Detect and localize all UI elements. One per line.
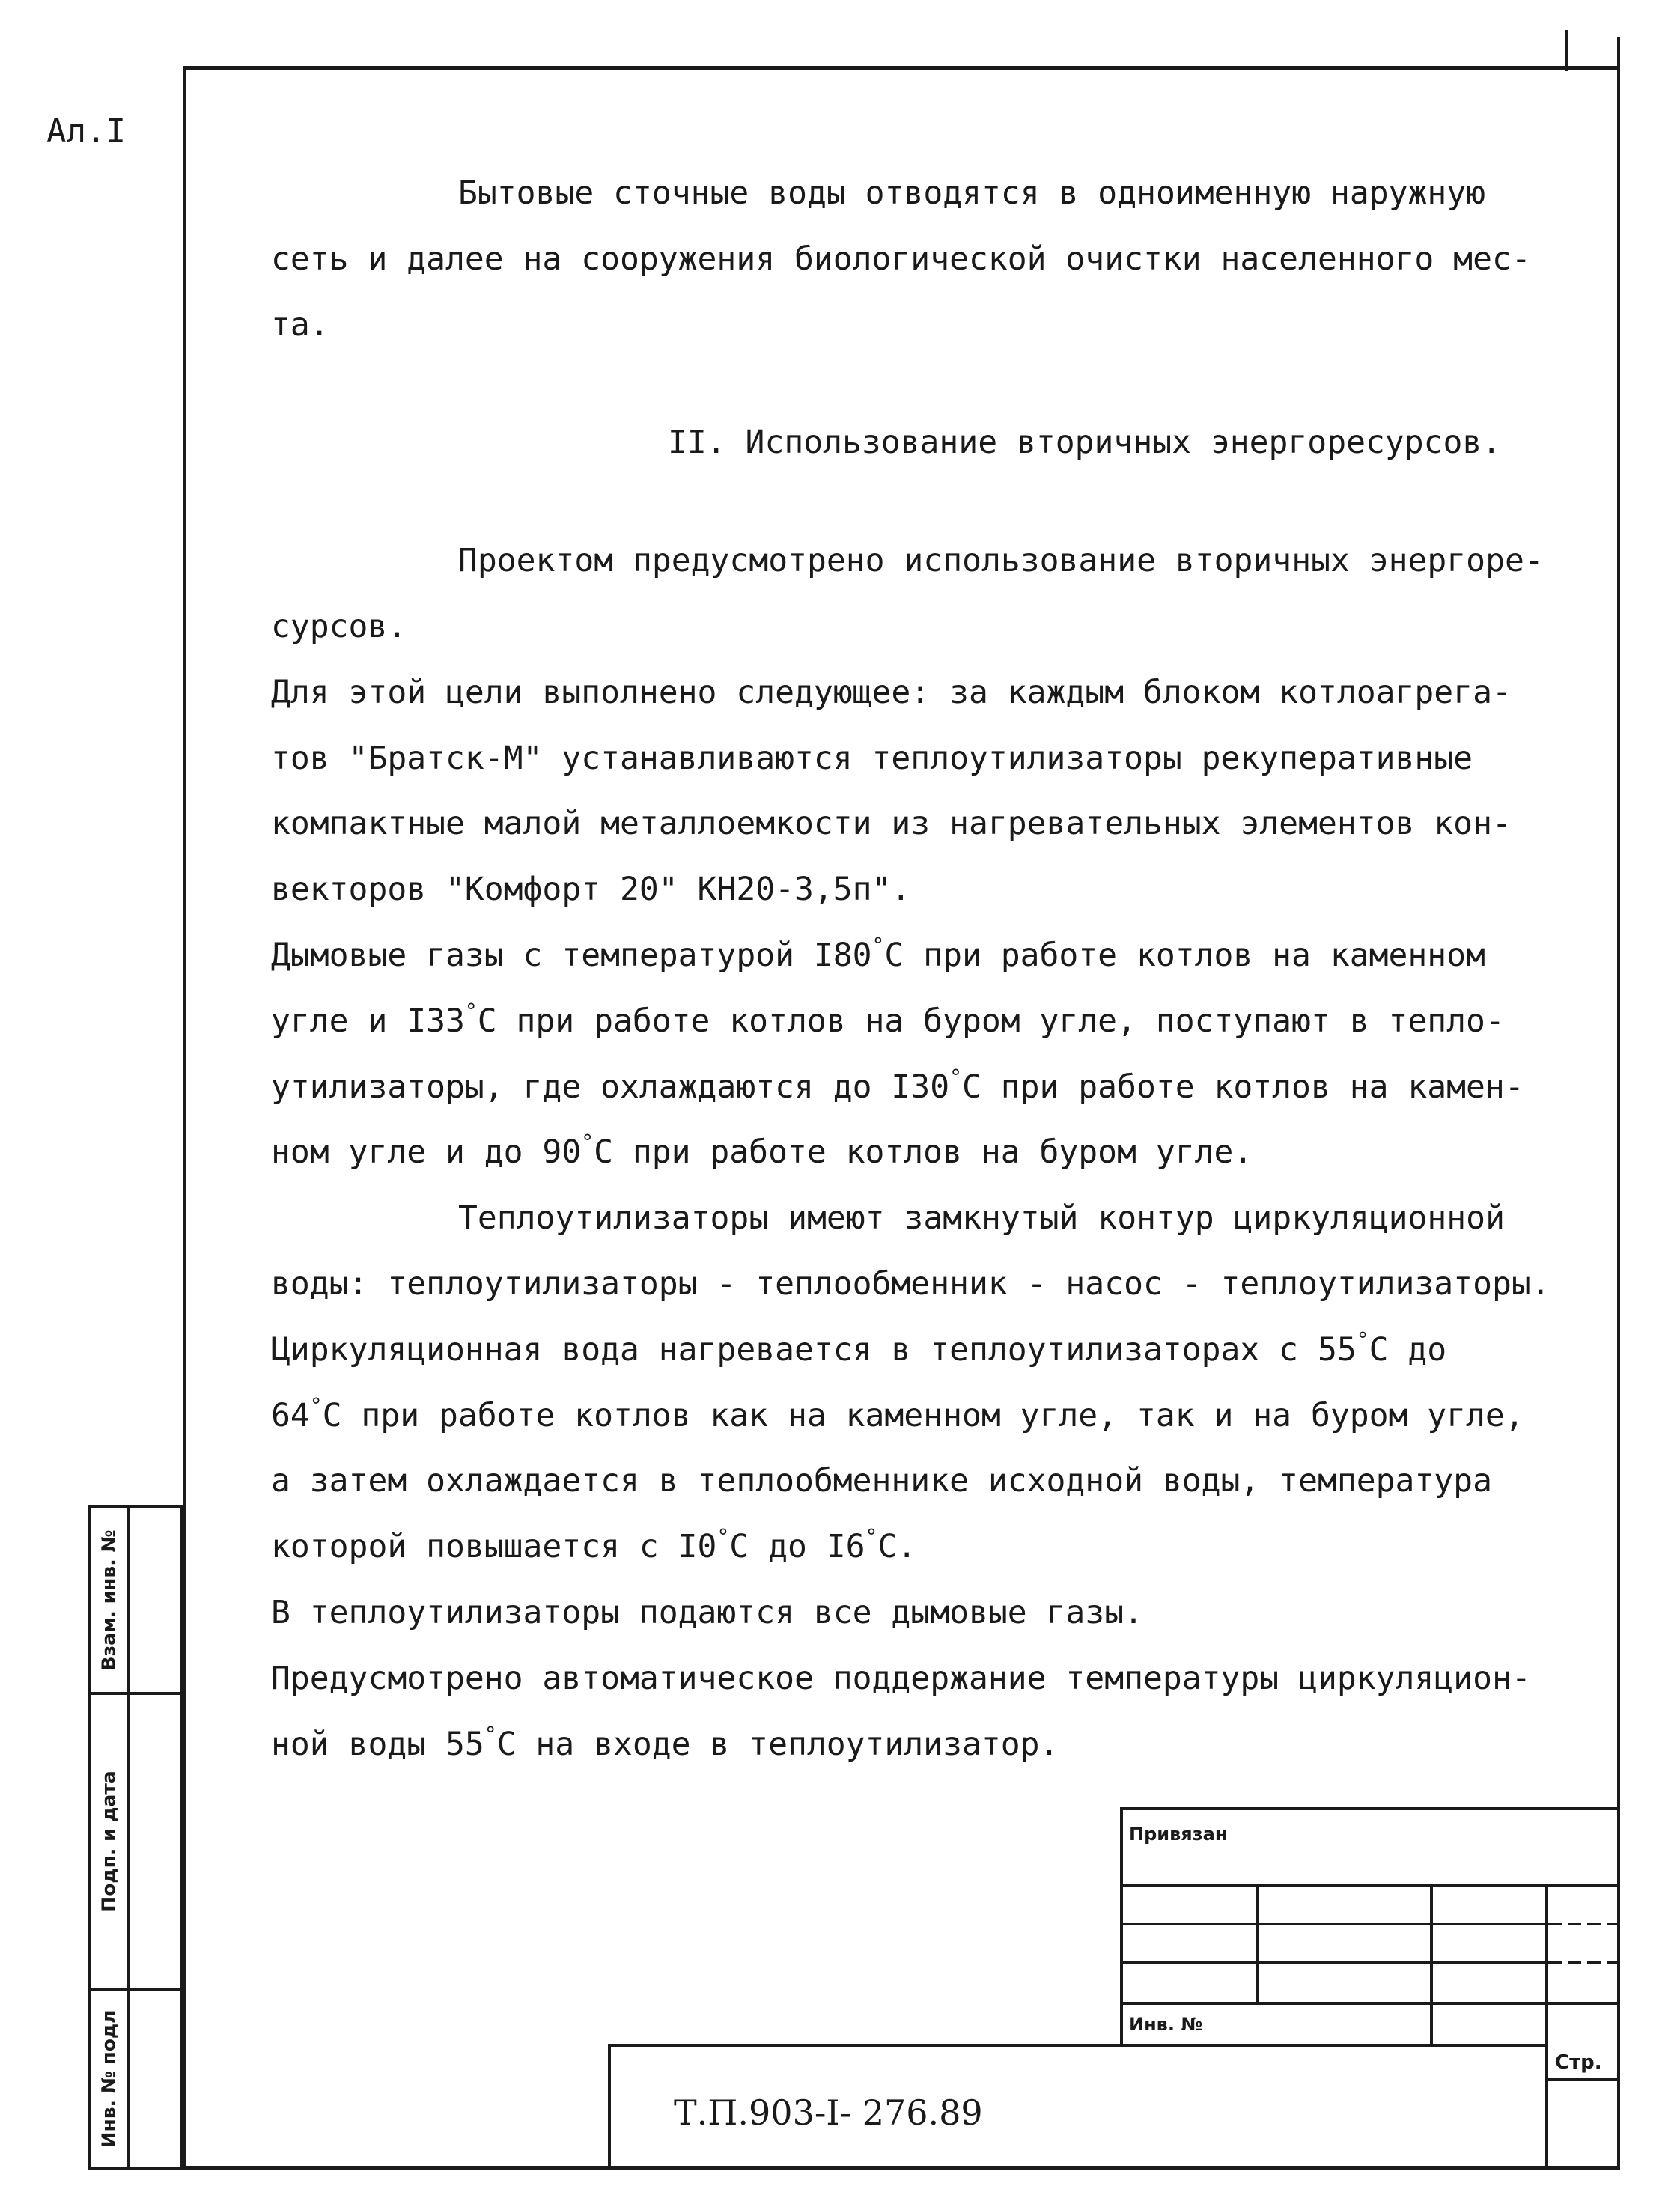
text-line: В теплоутилизаторы подаются все дымовые газы. bbox=[271, 1593, 1143, 1631]
page-str-label: Стр. bbox=[1555, 2051, 1602, 2074]
text-line: угле и I33°С при работе котлов на буром угле, поступают в тепло- bbox=[271, 998, 1505, 1040]
text-line: которой повышается с I0°С до I6°С. bbox=[271, 1524, 917, 1566]
text-line: Дымовые газы с температурой I80°С при работе котлов на каменном bbox=[271, 932, 1485, 974]
section-heading: II. Использование вторичных энергоресурсов. bbox=[668, 424, 1502, 462]
text-line: тов "Братск-М" устанавливаются теплоутилизаторы рекуперативные bbox=[271, 739, 1473, 777]
inv-podl-label: Инв. № подл bbox=[97, 2009, 120, 2148]
vzam-inv-label: Взам. инв. № bbox=[97, 1529, 120, 1670]
document-code: Т.П.903-I- 276.89 bbox=[674, 2092, 983, 2133]
text-line: сеть и далее на сооружения биологической очистки населенного мес- bbox=[271, 240, 1531, 278]
privyazan-label: Привязан bbox=[1129, 1824, 1228, 1845]
page-label: Ал.I bbox=[46, 112, 126, 150]
text-line: Для этой цели выполнено следующее: за каждым блоком котлоагрега- bbox=[271, 673, 1512, 711]
side-strip-divider bbox=[127, 1505, 130, 2170]
text-line: сурсов. bbox=[271, 607, 407, 645]
text-line: Предусмотрено автоматическое поддержание температуры циркуляцион- bbox=[271, 1659, 1531, 1697]
frame-tick bbox=[1565, 30, 1568, 71]
text-line: та. bbox=[271, 305, 329, 344]
text-line: 64°С при работе котлов как на каменном угле, так и на буром угле, bbox=[271, 1392, 1524, 1434]
text-line: Бытовые сточные воды отводятся в одноименную наружную bbox=[458, 174, 1486, 212]
text-line: утилизаторы, где охлаждаются до I30°С при работе котлов на камен- bbox=[271, 1064, 1524, 1106]
text-line: Теплоутилизаторы имеют замкнутый контур циркуляционной bbox=[458, 1199, 1505, 1238]
inv-no-label: Инв. № bbox=[1129, 2014, 1203, 2035]
text-line: Циркуляционная вода нагревается в теплоутилизаторах с 55°С до bbox=[271, 1327, 1447, 1369]
text-line: компактные малой металлоемкости из нагревательных элементов кон- bbox=[271, 805, 1512, 843]
text-line: Проектом предусмотрено использование вторичных энергоре- bbox=[458, 542, 1544, 580]
text-line: ной воды 55°С на входе в теплоутилизатор. bbox=[271, 1721, 1059, 1763]
text-line: а затем охлаждается в теплообменнике исходной воды, температура bbox=[271, 1462, 1492, 1500]
document-body bbox=[271, 161, 1619, 1777]
podp-data-label: Подп. и дата bbox=[97, 1771, 120, 1912]
text-line: воды: теплоутилизаторы - теплообменник - насос - теплоутилизаторы. bbox=[271, 1264, 1550, 1303]
text-line: ном угле и до 90°С при работе котлов на буром угле. bbox=[271, 1130, 1253, 1172]
text-line: векторов "Комфорт 20" КН20-3,5п". bbox=[271, 871, 911, 909]
